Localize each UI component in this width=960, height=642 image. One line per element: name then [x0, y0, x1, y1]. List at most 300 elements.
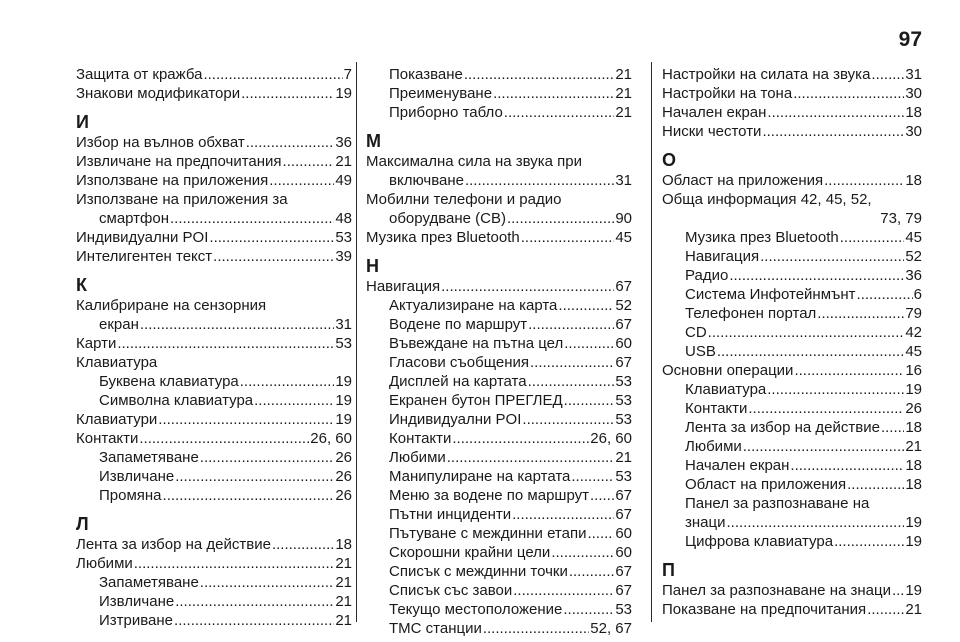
dot-leader [743, 437, 905, 456]
index-entry-label: Извличане на предпочитания [76, 153, 282, 170]
index-entry-label: Настройки на силата на звука [662, 66, 871, 83]
index-entry [662, 228, 922, 247]
index-entry [662, 399, 922, 418]
dot-leader [587, 524, 614, 543]
index-entry-label: Контакти [76, 430, 139, 447]
dot-leader [170, 209, 334, 228]
dot-leader [269, 171, 334, 190]
dot-leader [283, 152, 335, 171]
index-entry [366, 353, 632, 372]
index-entry-label: Показване [389, 66, 463, 83]
index-entry [76, 486, 352, 505]
index-entry-page: 26, 60 [590, 430, 632, 447]
index-entry-page: 21 [615, 85, 632, 102]
dot-leader [767, 103, 904, 122]
index-entry [662, 456, 922, 475]
dot-leader [881, 418, 904, 437]
dot-leader [857, 285, 913, 304]
dot-leader [790, 456, 904, 475]
index-entry [366, 296, 632, 315]
index-entry [662, 361, 922, 380]
index-entry-label: Индивидуални POI [76, 229, 209, 246]
dot-leader [767, 380, 904, 399]
index-entry [76, 467, 352, 486]
dot-leader [158, 410, 334, 429]
dot-leader [452, 429, 589, 448]
dot-leader [134, 554, 335, 573]
index-entry [366, 543, 632, 562]
index-entry-page: 7 [343, 66, 352, 83]
index-entry-page: 21 [335, 574, 352, 591]
index-entry [76, 410, 352, 429]
index-entry-page: 21 [905, 601, 922, 618]
index-entry-page: 90 [615, 210, 632, 227]
index-entry [76, 554, 352, 573]
index-entry-label: Карти [76, 335, 117, 352]
index-entry-label: Извличане [99, 593, 175, 610]
index-entry [662, 190, 922, 209]
index-entry-label: 73, 79 [880, 210, 922, 227]
dot-leader [117, 334, 334, 353]
index-entry-page: 30 [905, 123, 922, 140]
dot-leader [209, 228, 334, 247]
index-entry [366, 372, 632, 391]
index-entry [366, 315, 632, 334]
dot-leader [708, 323, 905, 342]
dot-leader [246, 133, 335, 152]
index-entry-label: Интелигентен текст [76, 248, 213, 265]
index-letter-heading: П [662, 560, 675, 580]
dot-leader [563, 600, 614, 619]
index-entry [366, 209, 632, 228]
index-entry-page: 16 [905, 362, 922, 379]
index-entry-label: Манипулиране на картата [389, 468, 571, 485]
index-entry-label: знаци [685, 514, 726, 531]
index-entry-label: Запаметяване [99, 574, 199, 591]
index-entry-label: Обща информация 42, 45, 52, [662, 191, 872, 208]
dot-leader [748, 399, 904, 418]
dot-leader [441, 277, 614, 296]
index-entry-label: Клавиатура [685, 381, 767, 398]
index-entry [76, 247, 352, 266]
index-entry-page: 53 [615, 392, 632, 409]
index-entry [662, 437, 922, 456]
index-entry-page: 67 [615, 582, 632, 599]
index-entry [662, 323, 922, 342]
index-entry-label: TMC станции [389, 620, 482, 637]
index-entry [366, 581, 632, 600]
index-entry [662, 581, 922, 600]
index-entry [366, 505, 632, 524]
index-entry-label: Любими [76, 555, 133, 572]
index-entry-page: 19 [905, 533, 922, 550]
index-entry-page: 26, 60 [310, 430, 352, 447]
index-letter-heading: Н [366, 256, 379, 276]
index-entry-page: 21 [615, 104, 632, 121]
index-entry-label: Ниски честоти [662, 123, 762, 140]
index-entry [662, 103, 922, 122]
index-entry-label: Мобилни телефони и радио [366, 191, 562, 208]
index-entry-page: 26 [335, 468, 352, 485]
index-entry [366, 84, 632, 103]
index-entry-label: Показване на предпочитания [662, 601, 867, 618]
dot-leader [824, 171, 904, 190]
index-entry-page: 21 [335, 612, 352, 629]
dot-leader [528, 315, 614, 334]
index-entry [76, 391, 352, 410]
index-entry [76, 209, 352, 228]
index-entry-page: 26 [335, 487, 352, 504]
dot-leader [465, 171, 614, 190]
index-entry [662, 342, 922, 361]
index-entry [366, 65, 632, 84]
dot-leader [817, 304, 904, 323]
index-entry-label: Знакови модификатори [76, 85, 241, 102]
index-entry-page: 48 [335, 210, 352, 227]
index-entry-page: 53 [335, 229, 352, 246]
index-entry-page: 60 [615, 335, 632, 352]
dot-leader [840, 228, 905, 247]
index-entry-label: включване [389, 172, 464, 189]
index-entry-label: Лента за избор на действие [685, 419, 880, 436]
index-entry [662, 475, 922, 494]
index-entry-label: Калибриране на сензорния [76, 297, 267, 314]
index-entry-page: 31 [335, 316, 352, 333]
index-entry-label: Промяна [99, 487, 162, 504]
index-entry-page: 53 [615, 373, 632, 390]
index-entry-page: 67 [615, 563, 632, 580]
index-entry [366, 103, 632, 122]
index-entry-label: Списък с междинни точки [389, 563, 568, 580]
index-entry-page: 19 [905, 514, 922, 531]
dot-leader [793, 84, 904, 103]
index-column-3 [662, 65, 922, 619]
index-entry-page: 45 [905, 229, 922, 246]
index-entry-page: 21 [905, 438, 922, 455]
index-entry-label: Настройки на тона [662, 85, 793, 102]
index-entry-label: Лента за избор на действие [76, 536, 271, 553]
index-entry [662, 266, 922, 285]
index-entry [76, 133, 352, 152]
index-entry-label: Панел за разпознаване на [685, 495, 870, 512]
index-entry-label: Екранен бутон ПРЕГЛЕД [389, 392, 563, 409]
dot-leader [726, 513, 904, 532]
index-letter-heading: О [662, 150, 677, 170]
dot-leader [834, 532, 904, 551]
index-entry-page: 30 [905, 85, 922, 102]
index-entry-label: Любими [685, 438, 742, 455]
dot-leader [241, 84, 334, 103]
index-entry [662, 247, 922, 266]
index-entry [76, 171, 352, 190]
index-entry-label: Преименуване [389, 85, 493, 102]
index-entry [662, 122, 922, 141]
index-entry-page: 21 [335, 593, 352, 610]
index-entry [366, 562, 632, 581]
dot-leader [521, 228, 615, 247]
index-entry [366, 334, 632, 353]
index-entry [76, 296, 352, 315]
index-entry [366, 277, 632, 296]
index-letter-heading: К [76, 275, 87, 295]
dot-leader [571, 467, 614, 486]
dot-leader [528, 372, 615, 391]
dot-leader [483, 619, 589, 638]
index-entry [76, 573, 352, 592]
index-entry [76, 448, 352, 467]
index-entry-page: 60 [615, 525, 632, 542]
index-entry-label: Приборно табло [389, 104, 503, 121]
dot-leader [569, 562, 614, 581]
index-entry-label: Музика през Bluetooth [685, 229, 839, 246]
index-entry [76, 592, 352, 611]
index-entry [366, 152, 632, 171]
index-entry-label: смартфон [99, 210, 170, 227]
index-entry-page: 18 [905, 104, 922, 121]
index-entry-page: 67 [615, 316, 632, 333]
index-entry [76, 84, 352, 103]
index-entry-label: Пътуване с междинни етапи [389, 525, 587, 542]
index-entry-page: 19 [905, 381, 922, 398]
index-entry-label: CD [685, 324, 707, 341]
index-entry-label: Контакти [685, 400, 748, 417]
index-entry [662, 494, 922, 513]
index-entry-label: Меню за водене по маршрут [389, 487, 590, 504]
dot-leader [892, 581, 904, 600]
index-letter-heading: М [366, 131, 381, 151]
index-entry-page: 79 [905, 305, 922, 322]
index-entry [662, 513, 922, 532]
index-entry [366, 429, 632, 448]
index-entry-page: 52 [905, 248, 922, 265]
index-entry-page: 42 [905, 324, 922, 341]
index-entry-page: 52 [615, 297, 632, 314]
index-entry-label: Клавиатура [76, 354, 158, 371]
index-entry-page: 18 [905, 419, 922, 436]
index-entry-label: Въвеждане на пътна цел [389, 335, 564, 352]
index-entry-label: екран [99, 316, 139, 333]
index-entry [662, 532, 922, 551]
index-entry-label: Панел за разпознаване на знаци [662, 582, 891, 599]
index-entry-label: Водене по маршрут [389, 316, 528, 333]
index-entry [76, 429, 352, 448]
index-entry-label: Музика през Bluetooth [366, 229, 520, 246]
dot-leader [272, 535, 334, 554]
index-entry [662, 65, 922, 84]
index-entry [76, 190, 352, 209]
index-entry-page: 67 [615, 487, 632, 504]
index-entry-page: 36 [905, 267, 922, 284]
index-entry-label: Любими [389, 449, 446, 466]
index-entry-label: Буквена клавиатура [99, 373, 239, 390]
index-entry-label: Списък със завои [389, 582, 513, 599]
dot-leader [762, 122, 904, 141]
index-entry [76, 152, 352, 171]
index-entry-label: USB [685, 343, 716, 360]
index-entry-label: Символна клавиатура [99, 392, 254, 409]
dot-leader [504, 103, 615, 122]
index-entry-page: 18 [335, 536, 352, 553]
index-entry-page: 49 [335, 172, 352, 189]
dot-leader [493, 84, 614, 103]
dot-leader [558, 296, 614, 315]
index-entry-label: Цифрова клавиатура [685, 533, 834, 550]
index-entry-page: 18 [905, 476, 922, 493]
index-entry-page: 67 [615, 506, 632, 523]
index-entry [76, 315, 352, 334]
dot-leader [717, 342, 904, 361]
index-entry-label: Защита от кражба [76, 66, 203, 83]
index-entry-label: Контакти [389, 430, 452, 447]
index-entry [76, 228, 352, 247]
index-entry-page: 53 [615, 468, 632, 485]
index-entry [76, 611, 352, 630]
index-entry [366, 467, 632, 486]
dot-leader [564, 391, 615, 410]
index-entry-label: Основни операции [662, 362, 794, 379]
dot-leader [867, 600, 904, 619]
index-entry-label: оборудване (CB) [389, 210, 506, 227]
index-entry-label: Извличане [99, 468, 175, 485]
index-entry-page: 45 [615, 229, 632, 246]
index-entry-page: 39 [335, 248, 352, 265]
index-entry-page: 53 [615, 601, 632, 618]
index-entry-page: 21 [615, 449, 632, 466]
index-entry [366, 619, 632, 638]
index-entry [366, 171, 632, 190]
dot-leader [512, 505, 614, 524]
dot-leader [507, 209, 614, 228]
index-entry-page: 53 [335, 335, 352, 352]
index-entry [662, 600, 922, 619]
index-entry-label: Дисплей на картата [389, 373, 527, 390]
dot-leader [175, 592, 334, 611]
index-entry-label: Гласови съобщения [389, 354, 530, 371]
index-entry-page: 45 [905, 343, 922, 360]
index-entry-page: 31 [615, 172, 632, 189]
index-entry-page: 19 [335, 392, 352, 409]
index-entry-page: 18 [905, 457, 922, 474]
dot-leader [174, 611, 334, 630]
index-entry [76, 353, 352, 372]
index-entry-label: Система Инфотейнмънт [685, 286, 856, 303]
index-entry [662, 380, 922, 399]
index-entry-label: Индивидуални POI [389, 411, 522, 428]
index-entry-page: 67 [615, 278, 632, 295]
index-entry-page: 19 [905, 582, 922, 599]
dot-leader [551, 543, 614, 562]
index-entry-page: 53 [615, 411, 632, 428]
index-entry-label: Актуализиране на карта [389, 297, 558, 314]
dot-leader [564, 334, 614, 353]
index-entry [366, 448, 632, 467]
dot-leader [530, 353, 614, 372]
index-entry-label: Начален екран [685, 457, 790, 474]
dot-leader [447, 448, 615, 467]
index-entry [366, 524, 632, 543]
index-entry-page: 52, 67 [590, 620, 632, 637]
index-entry-label: Телефонен портал [685, 305, 817, 322]
page-number: 97 [898, 28, 922, 51]
index-entry-label: Област на приложения [662, 172, 824, 189]
index-entry-page: 19 [335, 411, 352, 428]
index-entry-page: 67 [615, 354, 632, 371]
column-divider [356, 62, 357, 622]
index-entry-label: Област на приложения [685, 476, 847, 493]
index-entry-label: Начален екран [662, 104, 767, 121]
index-entry-page: 21 [615, 66, 632, 83]
index-entry [366, 190, 632, 209]
index-letter-heading: И [76, 112, 89, 132]
index-entry [76, 372, 352, 391]
dot-leader [590, 486, 614, 505]
index-entry-label: Използване на приложения [76, 172, 269, 189]
index-entry-page: 26 [905, 400, 922, 417]
dot-leader [139, 429, 309, 448]
index-entry-page: 36 [335, 134, 352, 151]
index-column-2 [366, 65, 632, 638]
column-divider [651, 62, 652, 622]
index-entry-page: 21 [335, 153, 352, 170]
index-entry-label: Запаметяване [99, 449, 199, 466]
dot-leader [513, 581, 614, 600]
index-entry [76, 334, 352, 353]
index-entry [366, 228, 632, 247]
index-entry-page: 21 [335, 555, 352, 572]
index-entry-label: Изтриване [99, 612, 174, 629]
index-letter-heading: Л [76, 514, 89, 534]
index-entry [662, 304, 922, 323]
dot-leader [794, 361, 904, 380]
index-entry [662, 285, 922, 304]
dot-leader [254, 391, 334, 410]
index-entry [662, 209, 922, 228]
dot-leader [240, 372, 335, 391]
dot-leader [760, 247, 904, 266]
index-entry-page: 6 [913, 286, 922, 303]
index-entry [366, 410, 632, 429]
dot-leader [163, 486, 335, 505]
dot-leader [203, 65, 342, 84]
index-entry-page: 60 [615, 544, 632, 561]
index-entry-page: 31 [905, 66, 922, 83]
index-entry-label: Скорошни крайни цели [389, 544, 551, 561]
index-entry-label: Радио [685, 267, 729, 284]
index-entry [366, 391, 632, 410]
index-entry-label: Текущо местоположение [389, 601, 563, 618]
index-entry-label: Избор на вълнов обхват [76, 134, 245, 151]
index-entry-page: 26 [335, 449, 352, 466]
dot-leader [871, 65, 904, 84]
index-entry-label: Навигация [685, 248, 760, 265]
index-entry-label: Клавиатури [76, 411, 158, 428]
dot-leader [200, 573, 335, 592]
dot-leader [140, 315, 334, 334]
index-column-1 [76, 65, 352, 630]
dot-leader [847, 475, 904, 494]
index-entry-page: 19 [335, 85, 352, 102]
dot-leader [522, 410, 614, 429]
index-entry [366, 486, 632, 505]
index-entry-page: 19 [335, 373, 352, 390]
index-entry-label: Навигация [366, 278, 441, 295]
dot-leader [464, 65, 614, 84]
dot-leader [175, 467, 334, 486]
index-entry [76, 535, 352, 554]
dot-leader [213, 247, 334, 266]
index-entry [662, 418, 922, 437]
index-entry-label: Пътни инциденти [389, 506, 512, 523]
